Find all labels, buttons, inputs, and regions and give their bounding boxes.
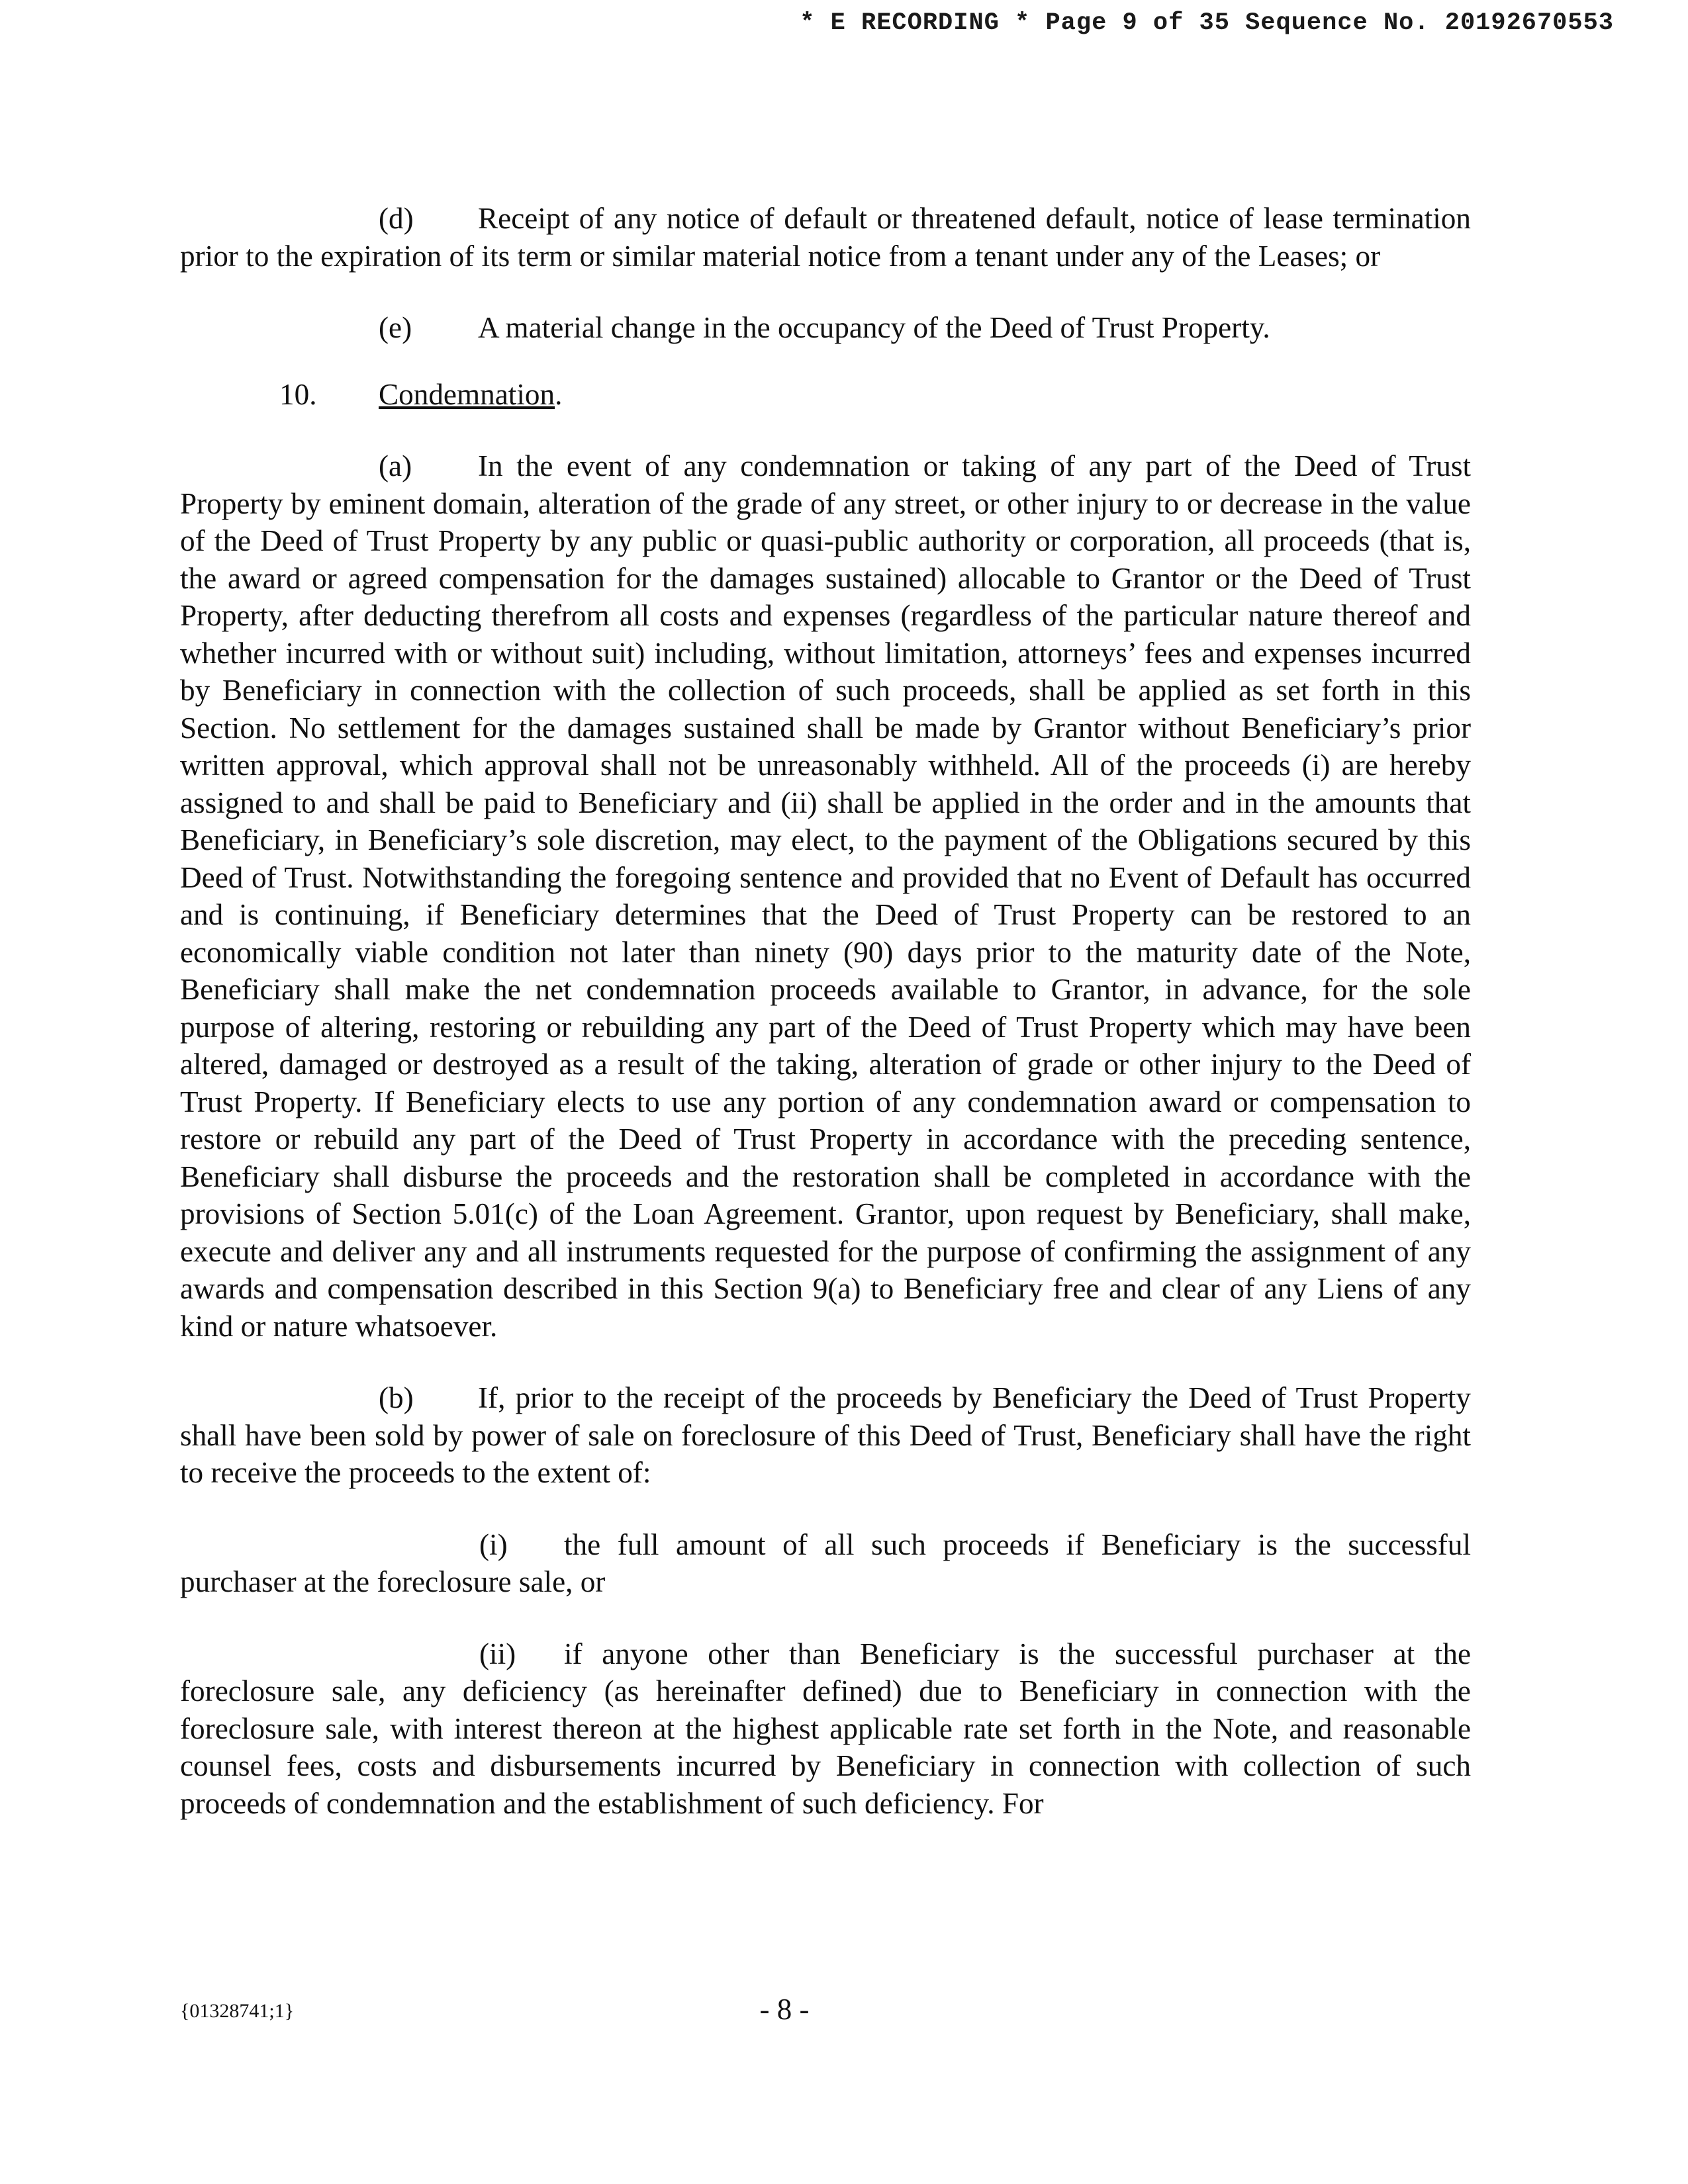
- condemnation-paragraph-a: [180, 447, 1471, 1345]
- condemnation-a-label: (a): [379, 449, 412, 482]
- condemnation-paragraph-b-ii: [180, 1635, 1471, 1823]
- section-title: Condemnation: [379, 377, 555, 411]
- condemnation-b-text: If, prior to the receipt of the proceeds by Beneficiary the Deed of Trust Property shall have been sold by power of sale on foreclosure of this Deed of Trust, Beneficiary shall have the right to receive the proceeds to the extent of:: [180, 1381, 1471, 1489]
- condemnation-b-label: (b): [379, 1381, 414, 1414]
- paragraph-e: [180, 309, 1471, 347]
- recording-header: * E RECORDING * Page 9 of 35 Sequence No. 20192670553: [800, 9, 1614, 37]
- paragraph-e-text: A material change in the occupancy of the Deed of Trust Property.: [478, 311, 1270, 344]
- paragraph-e-label: (e): [379, 311, 412, 344]
- condemnation-b-i-label: (i): [479, 1527, 508, 1561]
- condemnation-b-ii-label: (ii): [479, 1637, 516, 1670]
- condemnation-paragraph-b: [180, 1379, 1471, 1492]
- document-id: {01328741;1}: [180, 2000, 295, 2022]
- condemnation-paragraph-b-i: [180, 1526, 1471, 1601]
- section-title-suffix: .: [555, 377, 563, 411]
- condemnation-b-ii-text: if anyone other than Beneficiary is the successful purchaser at the foreclosure sale, any deficiency (as hereinafter defined) due to Beneficiary in connection with the foreclosure sale, with interest thereon at the highest applicable rate set forth in the Note, and reasonable counsel fees, costs and disbursements incurred by Beneficiary in connection with collection of such proceeds of condemnation and the establishment of such deficiency. For: [180, 1637, 1471, 1820]
- paragraph-d-label: (d): [379, 202, 414, 235]
- document-body: [180, 200, 1471, 1856]
- condemnation-a-text: In the event of any condemnation or taking of any part of the Deed of Trust Property by eminent domain, alteration of the grade of any street, or other injury to or decrease in the value of the Deed of Trust Property by any public or quasi-public authority or corporation, all proceeds (that is, the award or agreed compensation for the damages sustained) allocable to Grantor or the Deed of Trust Property, after deducting therefrom all costs and expenses (regardless of the particular nature thereof and whether incurred with or without suit) including, without limitation, attorneys’ fees and expenses incurred by Beneficiary in connection with the collection of such proceeds, shall be applied as set forth in this Section. No settlement for the damages sustained shall be made by Grantor without Beneficiary’s prior written approval, which approval shall not be unreasonably withheld. All of the proceeds (i) are hereby assigned to and shall be paid to Beneficiary and (ii) shall be applied in the order and in the amounts that Beneficiary, in Beneficiary’s sole discretion, may elect, to the payment of the Obligations secured by this Deed of Trust. Notwithstanding the foregoing sentence and provided that no Event of Default has occurred and is continuing, if Beneficiary determines that the Deed of Trust Property can be restored to an economically viable condition not later than ninety (90) days prior to the maturity date of the Note, Beneficiary shall make the net condemnation proceeds available to Grantor, in advance, for the sole purpose of altering, restoring or rebuilding any part of the Deed of Trust Property which may have been altered, damaged or destroyed as a result of the taking, alteration of grade or other injury to the Deed of Trust Property. If Beneficiary elects to use any portion of any condemnation award or compensation to restore or rebuild any part of the Deed of Trust Property in accordance with the preceding sentence, Beneficiary shall disburse the proceeds and the restoration shall be completed in accordance with the provisions of Section 5.01(c) of the Loan Agreement. Grantor, upon request by Beneficiary, shall make, execute and deliver any and all instruments requested for the purpose of confirming the assignment of any awards and compensation described in this Section 9(a) to Beneficiary free and clear of any Liens of any kind or nature whatsoever.: [180, 449, 1471, 1343]
- page-number: - 8 -: [759, 1993, 810, 2026]
- section-number: 10.: [279, 377, 317, 411]
- section-heading: [180, 376, 1471, 414]
- condemnation-b-i-text: the full amount of all such proceeds if Beneficiary is the successful purchaser at the foreclosure sale, or: [180, 1527, 1471, 1598]
- paragraph-d-text: Receipt of any notice of default or threatened default, notice of lease termination prior to the expiration of its term or similar material notice from a tenant under any of the Leases; or: [180, 202, 1471, 273]
- paragraph-d: [180, 200, 1471, 275]
